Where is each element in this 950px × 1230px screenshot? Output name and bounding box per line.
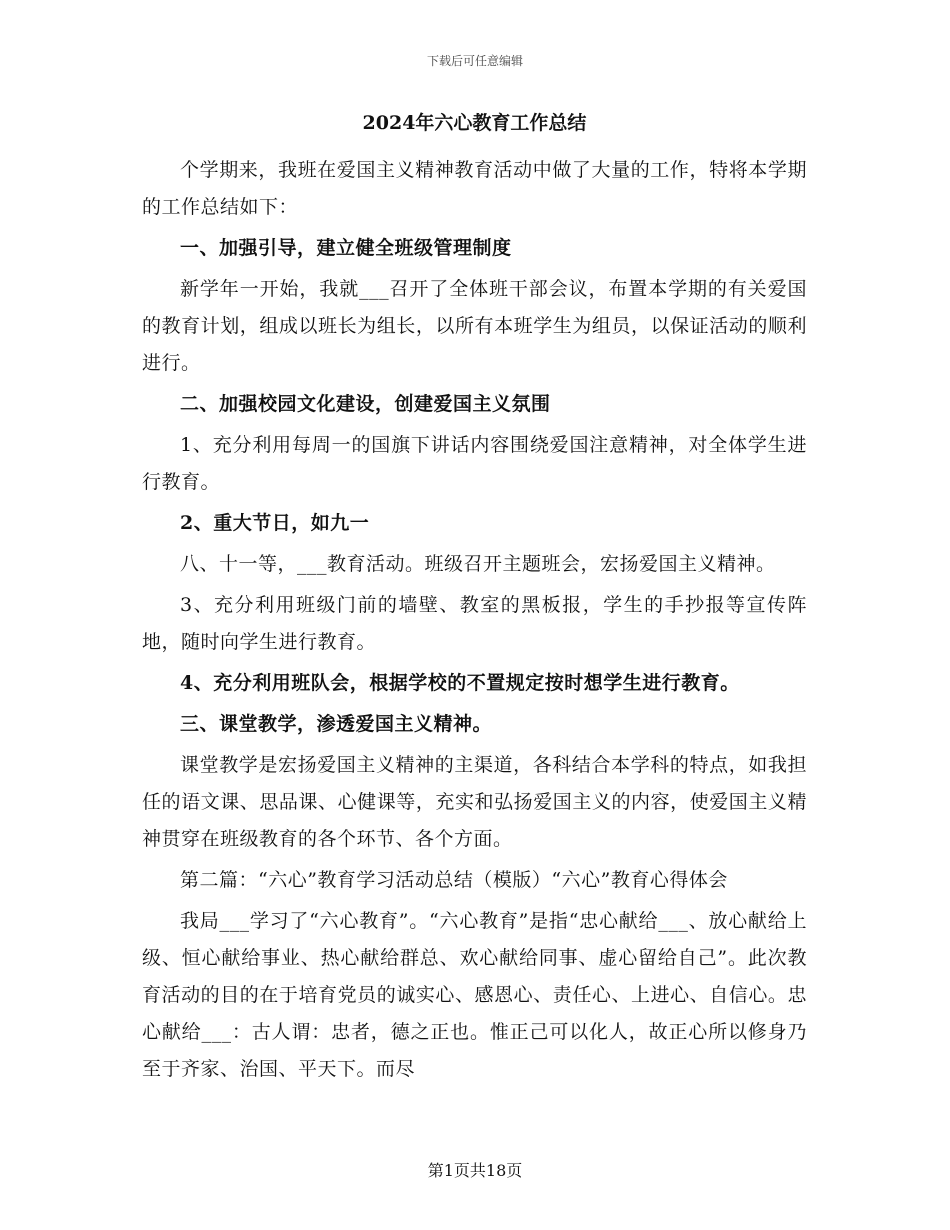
paragraph-3: 课堂教学是宏扬爱国主义精神的主渠道，各科结合本学科的特点，如我担任的语文课、思品课、心健课等，充实和弘扬爱国主义的内容，使爱国主义精神贯穿在班级教育的各个环节、各个方面。	[142, 754, 807, 850]
header-note: 下载后可任意编辑	[426, 54, 523, 68]
paragraph-intro: 个学期来，我班在爱国主义精神教育活动中做了大量的工作，特将本学期的工作总结如下：	[142, 159, 807, 218]
subheading-2-4: 4、充分利用班队会，根据学校的不置规定按时想学生进行教育。	[180, 672, 740, 694]
paragraph-2-3: 3、充分利用班级门前的墙壁、教室的黑板报，学生的手抄报等宣传阵地，随时向学生进行教育。	[142, 594, 807, 653]
section-heading-2: 二、加强校园文化建设，创建爱国主义氛围	[180, 393, 551, 415]
section-heading-3: 三、课堂教学，渗透爱国主义精神。	[180, 713, 493, 735]
page-number: 第1页共18页	[427, 1161, 523, 1180]
document-title: 2024年六心教育工作总结	[362, 112, 587, 134]
paragraph-1: 新学年一开始，我就___召开了全体班干部会议，布置本学期的有关爱国的教育计划，组成以班长为组长，以所有本班学生为组员，以保证活动的顺利进行。	[142, 278, 807, 374]
section-heading-1: 一、加强引导，建立健全班级管理制度	[180, 237, 512, 259]
paragraph-part-two-body: 我局___学习了“六心教育”。“六心教育”是指“忠心献给___、放心献给上级、恒心献给事业、热心献给群总、欢心献给同事、虚心留给自己”。此次教育活动的目的在于培育党员的诚实心、感恩心、责任心、上进心、自信心。忠心献给___：古人谓：忠者，德之正也。惟正己可以化人，故正心所以修身乃至于齐家、治国、平天下。而尽	[142, 910, 807, 1080]
paragraph-part-two-title: 第二篇：“六心”教育学习活动总结（模版）“六心”教育心得体会	[180, 869, 728, 891]
paragraph-2-2: 八、十一等，___教育活动。班级召开主题班会，宏扬爱国主义精神。	[180, 553, 776, 575]
subheading-2-2: 2、重大节日，如九一	[180, 512, 370, 534]
document-body	[142, 106, 807, 1092]
paragraph-2-1: 1、充分利用每周一的国旗下讲话内容围绕爱国注意精神，对全体学生进行教育。	[142, 434, 807, 493]
